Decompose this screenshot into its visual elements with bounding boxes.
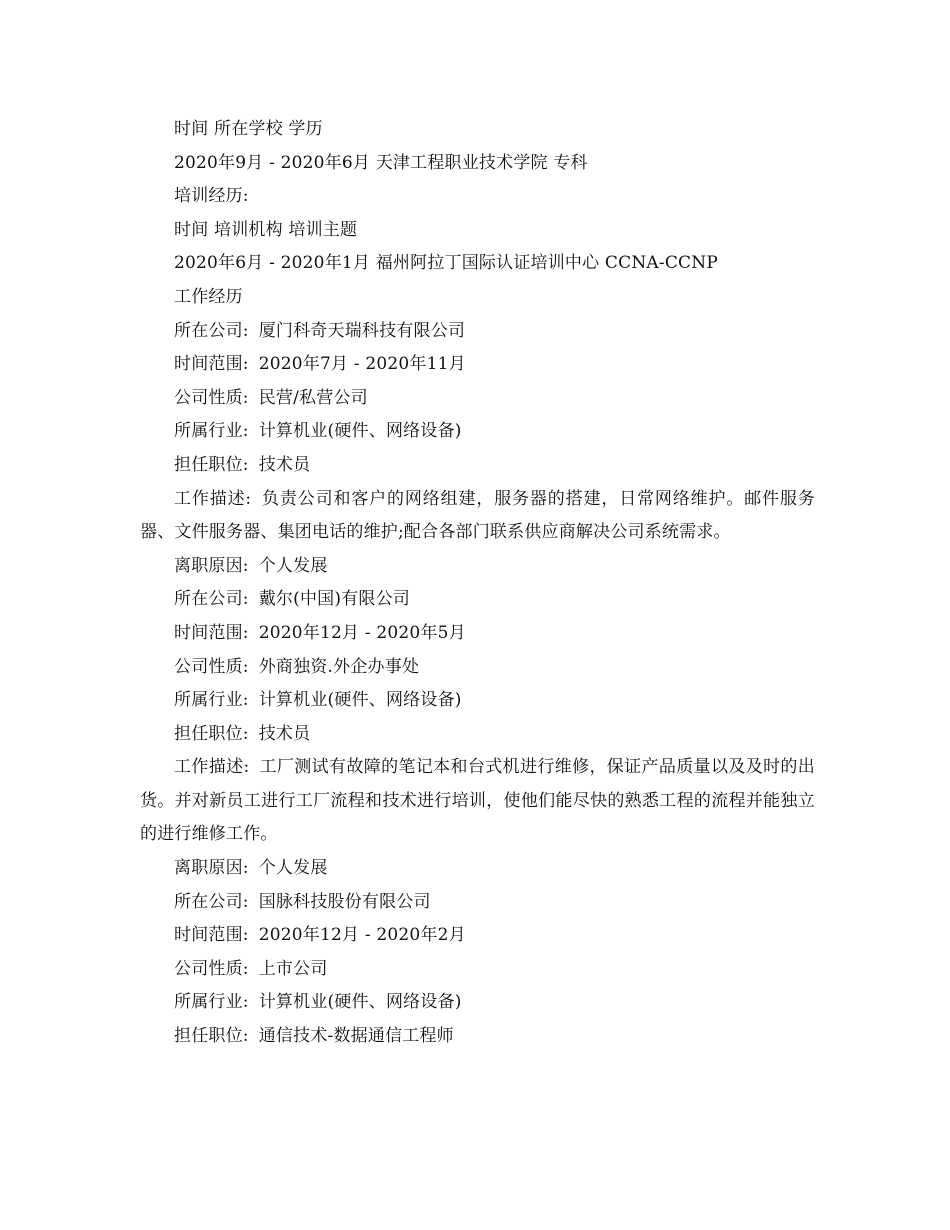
field-value: 个人发展	[258, 858, 328, 879]
field-value: 上市公司	[258, 958, 328, 979]
field-label: 担任职位:	[174, 1026, 249, 1047]
job-industry-line	[140, 986, 815, 1020]
field-value: 厦门科奇天瑞科技有限公司	[258, 320, 466, 341]
field-label: 离职原因:	[174, 858, 249, 879]
field-label: 所在公司:	[174, 320, 249, 341]
field-label: 时间范围:	[174, 925, 249, 946]
work-title: 工作经历	[174, 286, 243, 307]
field-label: 所在公司:	[174, 891, 249, 912]
job-position-line	[140, 718, 815, 752]
job-industry-line	[140, 415, 815, 449]
job-position-line	[140, 449, 815, 483]
training-header: 时间 培训机构 培训主题	[174, 219, 358, 240]
job-nature-line	[140, 953, 815, 987]
job-nature-line	[140, 382, 815, 416]
field-label: 公司性质:	[174, 387, 249, 408]
field-value: 计算机业(硬件、网络设备)	[258, 992, 462, 1013]
field-value: 负责公司和客户的网络组建，服务器的搭建，日常网络维护。邮件服务器、文件服务器、集团电话的维护;配合各部门联系供应商解决公司系统需求。	[140, 488, 816, 543]
job-period-line	[140, 919, 815, 953]
education-header: 时间 所在学校 学历	[174, 119, 323, 139]
job-position-line	[140, 1020, 815, 1054]
job-period-line	[140, 348, 815, 382]
job-period-line	[140, 617, 815, 651]
field-value: 2020年12月 - 2020年2月	[258, 925, 466, 946]
field-label: 时间范围:	[174, 622, 249, 643]
job-description	[140, 483, 815, 550]
field-value: 个人发展	[258, 555, 328, 576]
field-label: 工作描述:	[174, 757, 250, 778]
field-label: 公司性质:	[174, 656, 249, 677]
resume-content	[140, 113, 815, 1054]
field-value: 工厂测试有故障的笔记本和台式机进行维修，保证产品质量以及及时的出货。并对新员工进行工厂流程和技术进行培训，使他们能尽快的熟悉工程的流程并能独立的进行维修工作。	[140, 757, 815, 845]
field-label: 时间范围:	[174, 354, 249, 375]
education-row: 2020年9月 - 2020年6月 天津工程职业技术学院 专科	[174, 152, 588, 173]
field-label: 所属行业:	[174, 421, 249, 442]
job-leave-reason-line	[140, 852, 815, 886]
field-value: 2020年12月 - 2020年5月	[258, 622, 466, 643]
job-company-line	[140, 315, 815, 349]
field-value: 计算机业(硬件、网络设备)	[258, 421, 462, 442]
job-industry-line	[140, 684, 815, 718]
field-label: 担任职位:	[174, 454, 249, 475]
job-nature-line	[140, 651, 815, 685]
job-leave-reason-line	[140, 550, 815, 584]
field-value: 技术员	[258, 454, 311, 475]
field-label: 离职原因:	[174, 555, 249, 576]
field-label: 公司性质:	[174, 958, 249, 979]
field-label: 所在公司:	[174, 589, 249, 610]
field-label: 工作描述:	[174, 488, 252, 509]
training-title: 培训经历:	[174, 186, 249, 207]
field-label: 所属行业:	[174, 992, 249, 1013]
field-label: 担任职位:	[174, 723, 249, 744]
field-value: 国脉科技股份有限公司	[258, 891, 431, 912]
field-value: 通信技术-数据通信工程师	[258, 1026, 454, 1047]
field-value: 2020年7月 - 2020年11月	[258, 354, 466, 375]
training-row: 2020年6月 - 2020年1月 福州阿拉丁国际认证培训中心 CCNA-CCNP	[174, 253, 718, 274]
job-company-line	[140, 886, 815, 920]
field-value: 技术员	[258, 723, 311, 744]
field-value: 外商独资.外企办事处	[258, 656, 420, 677]
job-description	[140, 751, 815, 852]
job-company-line	[140, 583, 815, 617]
field-value: 计算机业(硬件、网络设备)	[258, 690, 462, 711]
field-label: 所属行业:	[174, 690, 249, 711]
field-value: 戴尔(中国)有限公司	[258, 589, 410, 610]
field-value: 民营/私营公司	[258, 387, 368, 408]
